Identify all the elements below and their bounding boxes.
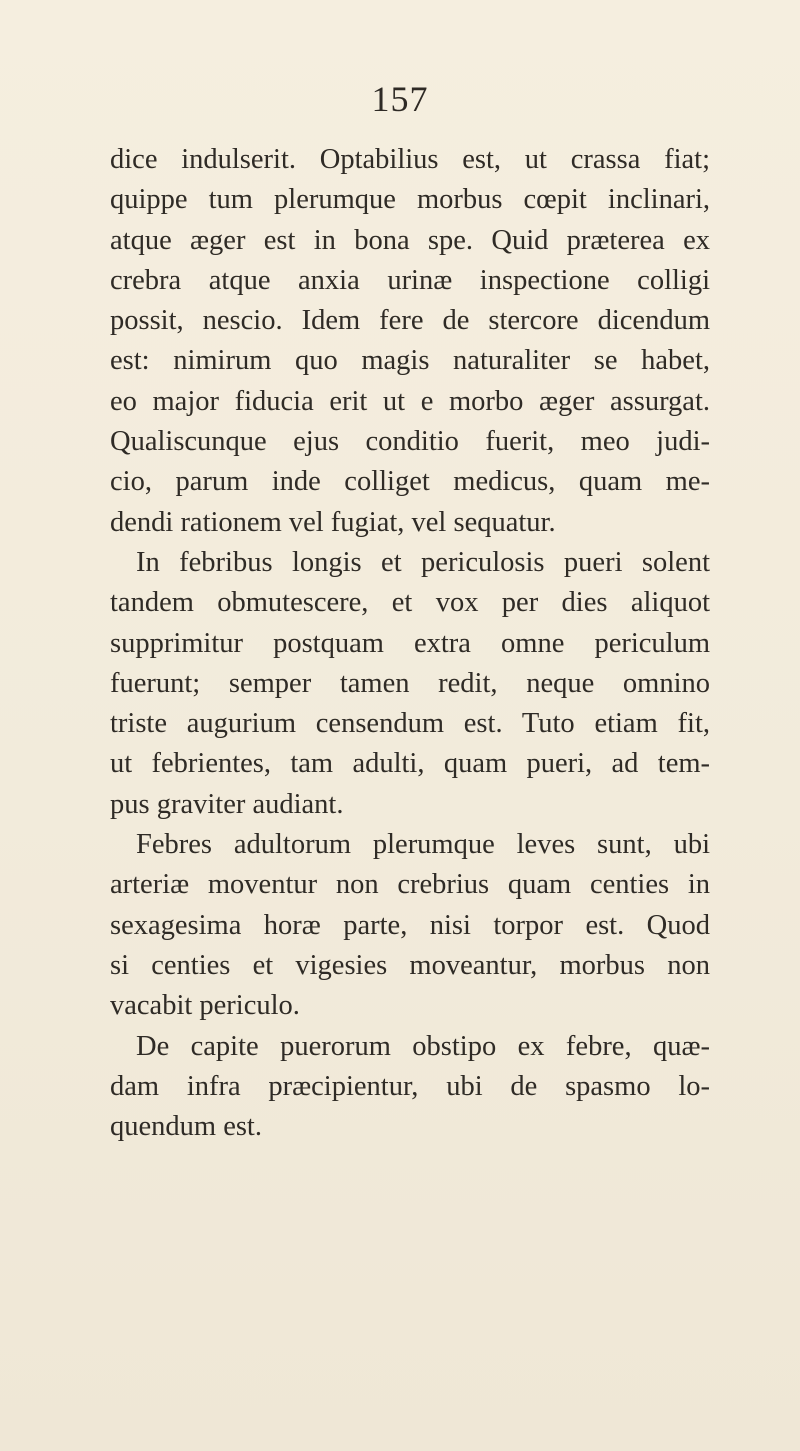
- paragraph-1: [110, 140, 710, 543]
- text-line: dam infra præcipientur, ubi de spasmo lo-: [110, 1070, 710, 1102]
- paragraph-3: [110, 825, 710, 1026]
- text-line: est: nimirum quo magis naturaliter se habet,: [110, 345, 710, 377]
- text-line: dice indulserit. Optabilius est, ut crassa fiat;: [110, 144, 710, 175]
- text-line: triste augurium censendum est. Tuto etiam fit,: [110, 708, 710, 740]
- text-line: De capite puerorum obstipo ex febre, quæ-: [136, 1030, 710, 1062]
- text-line: cio, parum inde colliget medicus, quam me-: [110, 466, 710, 498]
- text-line: ut febrientes, tam adulti, quam pueri, ad tem-: [110, 748, 710, 780]
- text-line: supprimitur postquam extra omne periculum: [110, 627, 710, 659]
- paragraph-2: [110, 543, 710, 825]
- page-number: 157: [371, 79, 429, 119]
- paragraph-4: [110, 1027, 710, 1148]
- text-line: quendum est.: [110, 1111, 262, 1143]
- text-line: vacabit periculo.: [110, 990, 300, 1022]
- body-text: [110, 140, 710, 1147]
- text-line: possit, nescio. Idem fere de stercore dicendum: [110, 305, 710, 337]
- text-line: pus graviter audiant.: [110, 788, 344, 820]
- text-line: Febres adultorum plerumque leves sunt, ubi: [136, 829, 710, 861]
- text-line: dendi rationem vel fugiat, vel sequatur.: [110, 506, 556, 538]
- text-line: sexagesima horæ parte, nisi torpor est. Quod: [110, 909, 710, 941]
- text-line: si centies et vigesies moveantur, morbus non: [110, 949, 710, 981]
- text-line: eo major fiducia erit ut e morbo æger assurgat.: [110, 385, 710, 417]
- text-line: atque æger est in bona spe. Quid præterea ex: [110, 224, 710, 256]
- text-line: In febribus longis et periculosis pueri solent: [136, 546, 710, 578]
- text-line: quippe tum plerumque morbus cœpit inclinari,: [110, 184, 710, 216]
- text-line: Qualiscunque ejus conditio fuerit, meo judi-: [110, 426, 710, 458]
- text-line: tandem obmutescere, et vox per dies aliquot: [110, 587, 710, 619]
- text-line: fuerunt; semper tamen redit, neque omnino: [110, 667, 710, 699]
- text-line: arteriæ moventur non crebrius quam centies in: [110, 869, 710, 901]
- text-line: crebra atque anxia urinæ inspectione colligi: [110, 264, 710, 296]
